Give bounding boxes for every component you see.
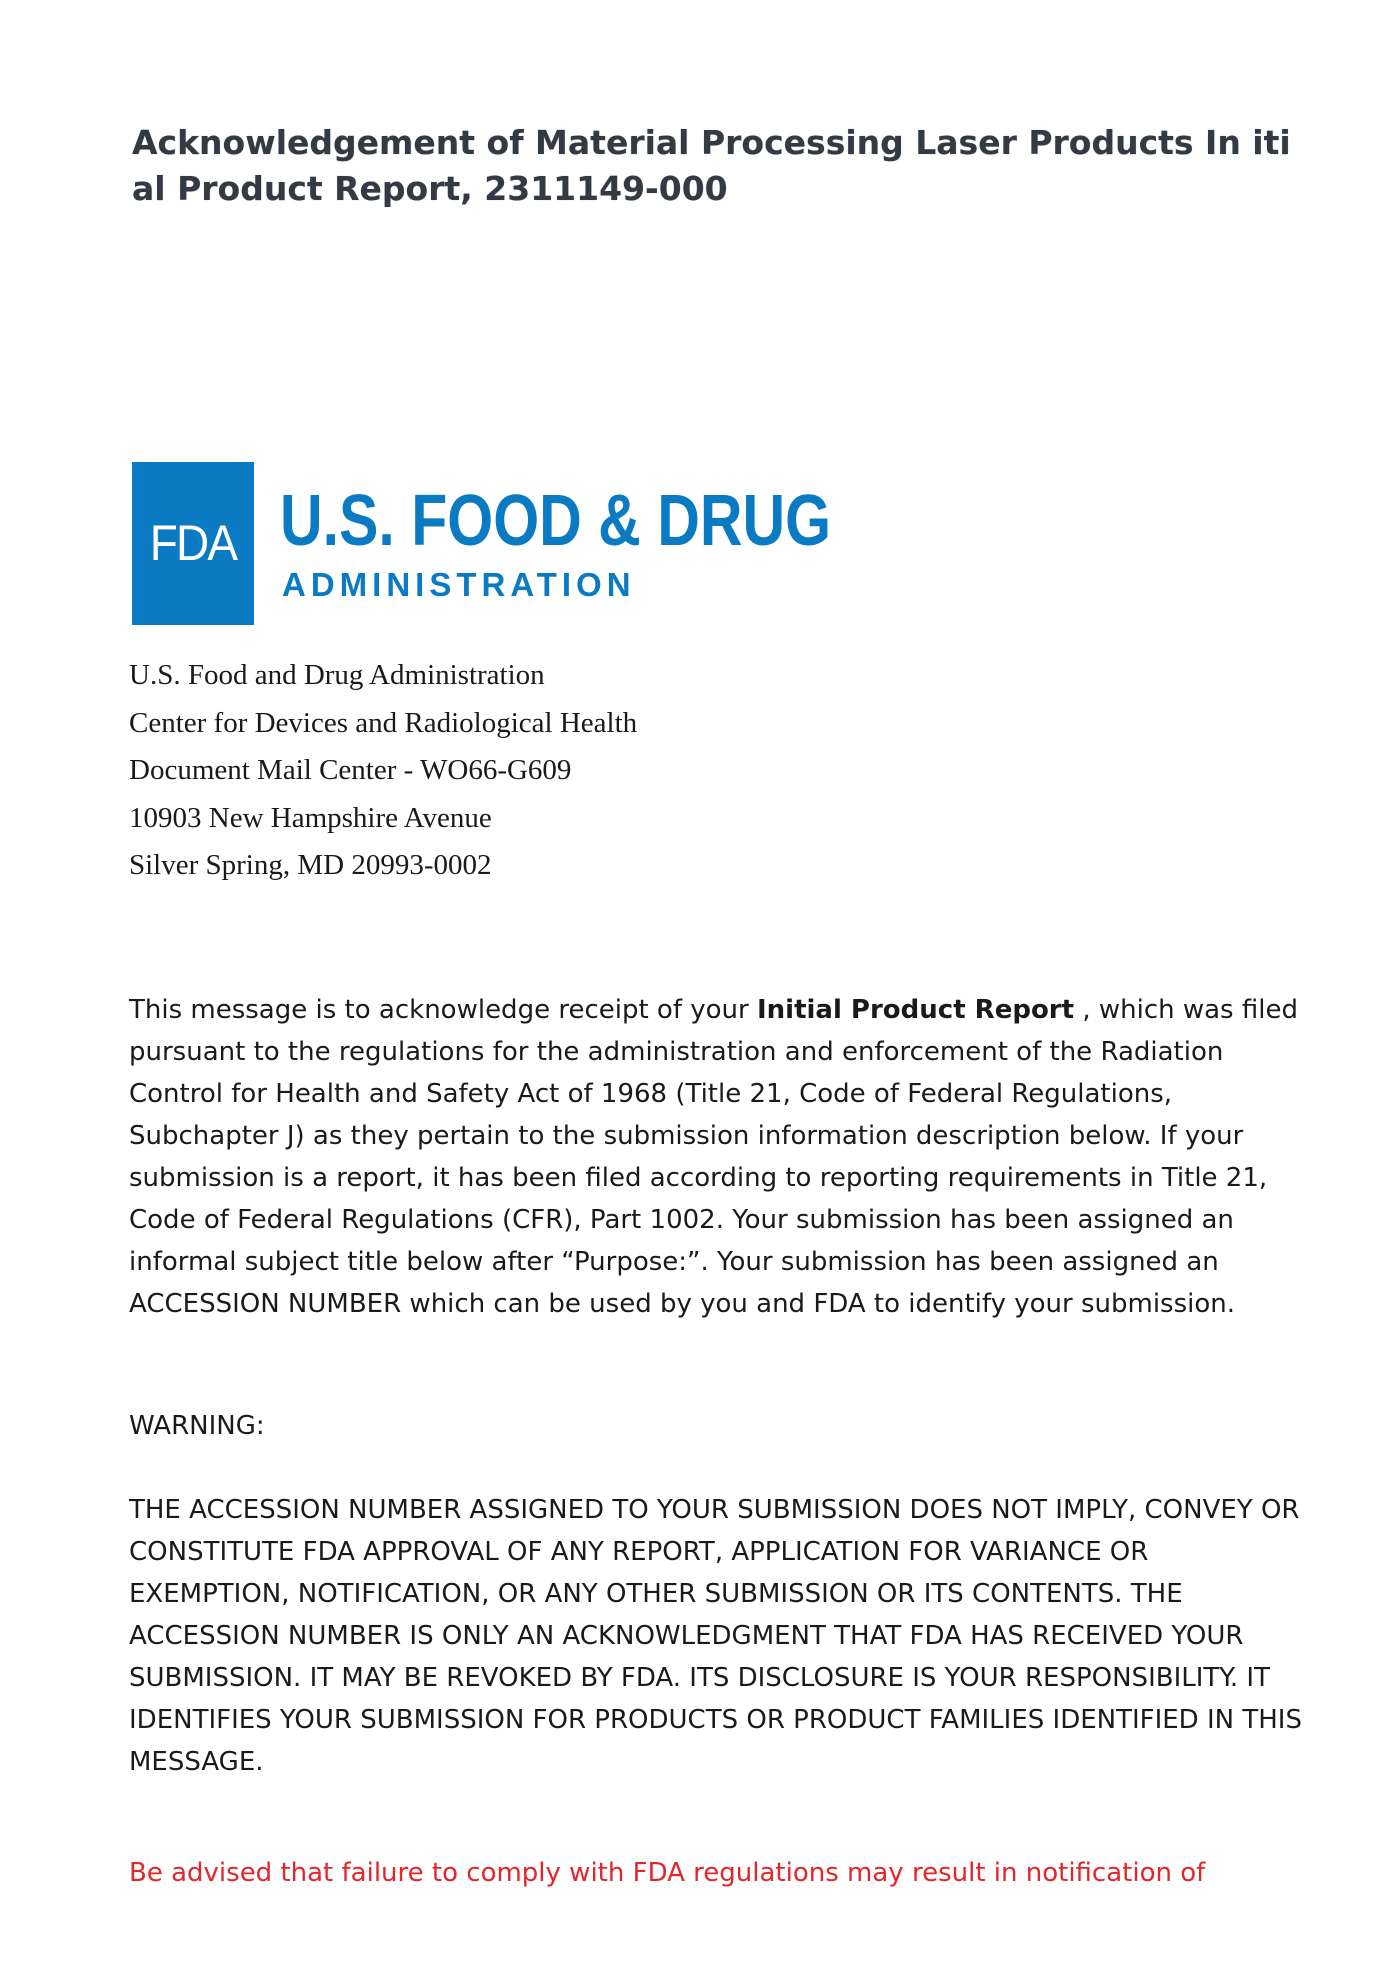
warning-paragraph: THE ACCESSION NUMBER ASSIGNED TO YOUR SUBMISSION DOES NOT IMPLY, CONVEY OR CONSTITUTE FDA APPROVAL OF ANY REPORT, APPLICATION FOR VARIANCE OR EXEMPTION, NOTIFICATION, OR ANY OTHER SUBMISSION OR ITS CONTENTS. THE ACCESSION NUMBER IS ONLY AN ACKNOWLEDGMENT THAT FDA HAS RECEIVED YOUR SUBMISSION. IT MAY BE REVOKED BY FDA. ITS DISCLOSURE IS YOUR RESPONSIBILITY. IT IDENTIFIES YOUR SUBMISSION FOR PRODUCTS OR PRODUCT FAMILIES IDENTIFIED IN THIS MESSAGE. [129, 1495, 1302, 1777]
document-title: Acknowledgement of Material Processing Laser Products In itial Product Report, 2311149-000 [132, 123, 1291, 208]
address-line: Document Mail Center - WO66-G609 [129, 754, 572, 786]
address-line: Silver Spring, MD 20993-0002 [129, 849, 492, 881]
acknowledgement-paragraph [129, 989, 1304, 1325]
intro-prefix: This message is to acknowledge receipt of your [129, 995, 757, 1025]
report-type: Initial Product Report [756, 995, 1075, 1025]
fda-logo-box-text: FDA [149, 515, 237, 571]
address-line: Center for Devices and Radiological Health [129, 706, 638, 739]
advisory-notice: Be advised that failure to comply with FDA regulations may result in notification of [129, 1858, 1206, 1888]
warning-heading: WARNING: [129, 1411, 265, 1441]
fda-logo-wordmark: U.S. FOOD & DRUG [280, 481, 832, 561]
address-line: U.S. Food and Drug Administration [129, 659, 545, 691]
intro-suffix: , which was filed pursuant to the regulations for the administration and enforcement of the Radiation Control for Health and Safety Act of 1968 (Title 21, Code of Federal Regulations, Subchapter J) as they pertain to the submission information description below. If your submission is a report, it has been filed according to reporting requirements in Title 21, Code of Federal Regulations (CFR), Part 1002. Your submission has been assigned an informal subject title below after “Purpose:”. Your submission has been assigned an ACCESSION NUMBER which can be used by you and FDA to identify your submission. [129, 995, 1298, 1319]
address-line: 10903 New Hampshire Avenue [129, 801, 492, 834]
fda-logo [132, 462, 852, 625]
mailing-address [129, 652, 637, 890]
fda-logo-subtitle: ADMINISTRATION [282, 566, 636, 603]
fda-logo-box [132, 462, 254, 625]
